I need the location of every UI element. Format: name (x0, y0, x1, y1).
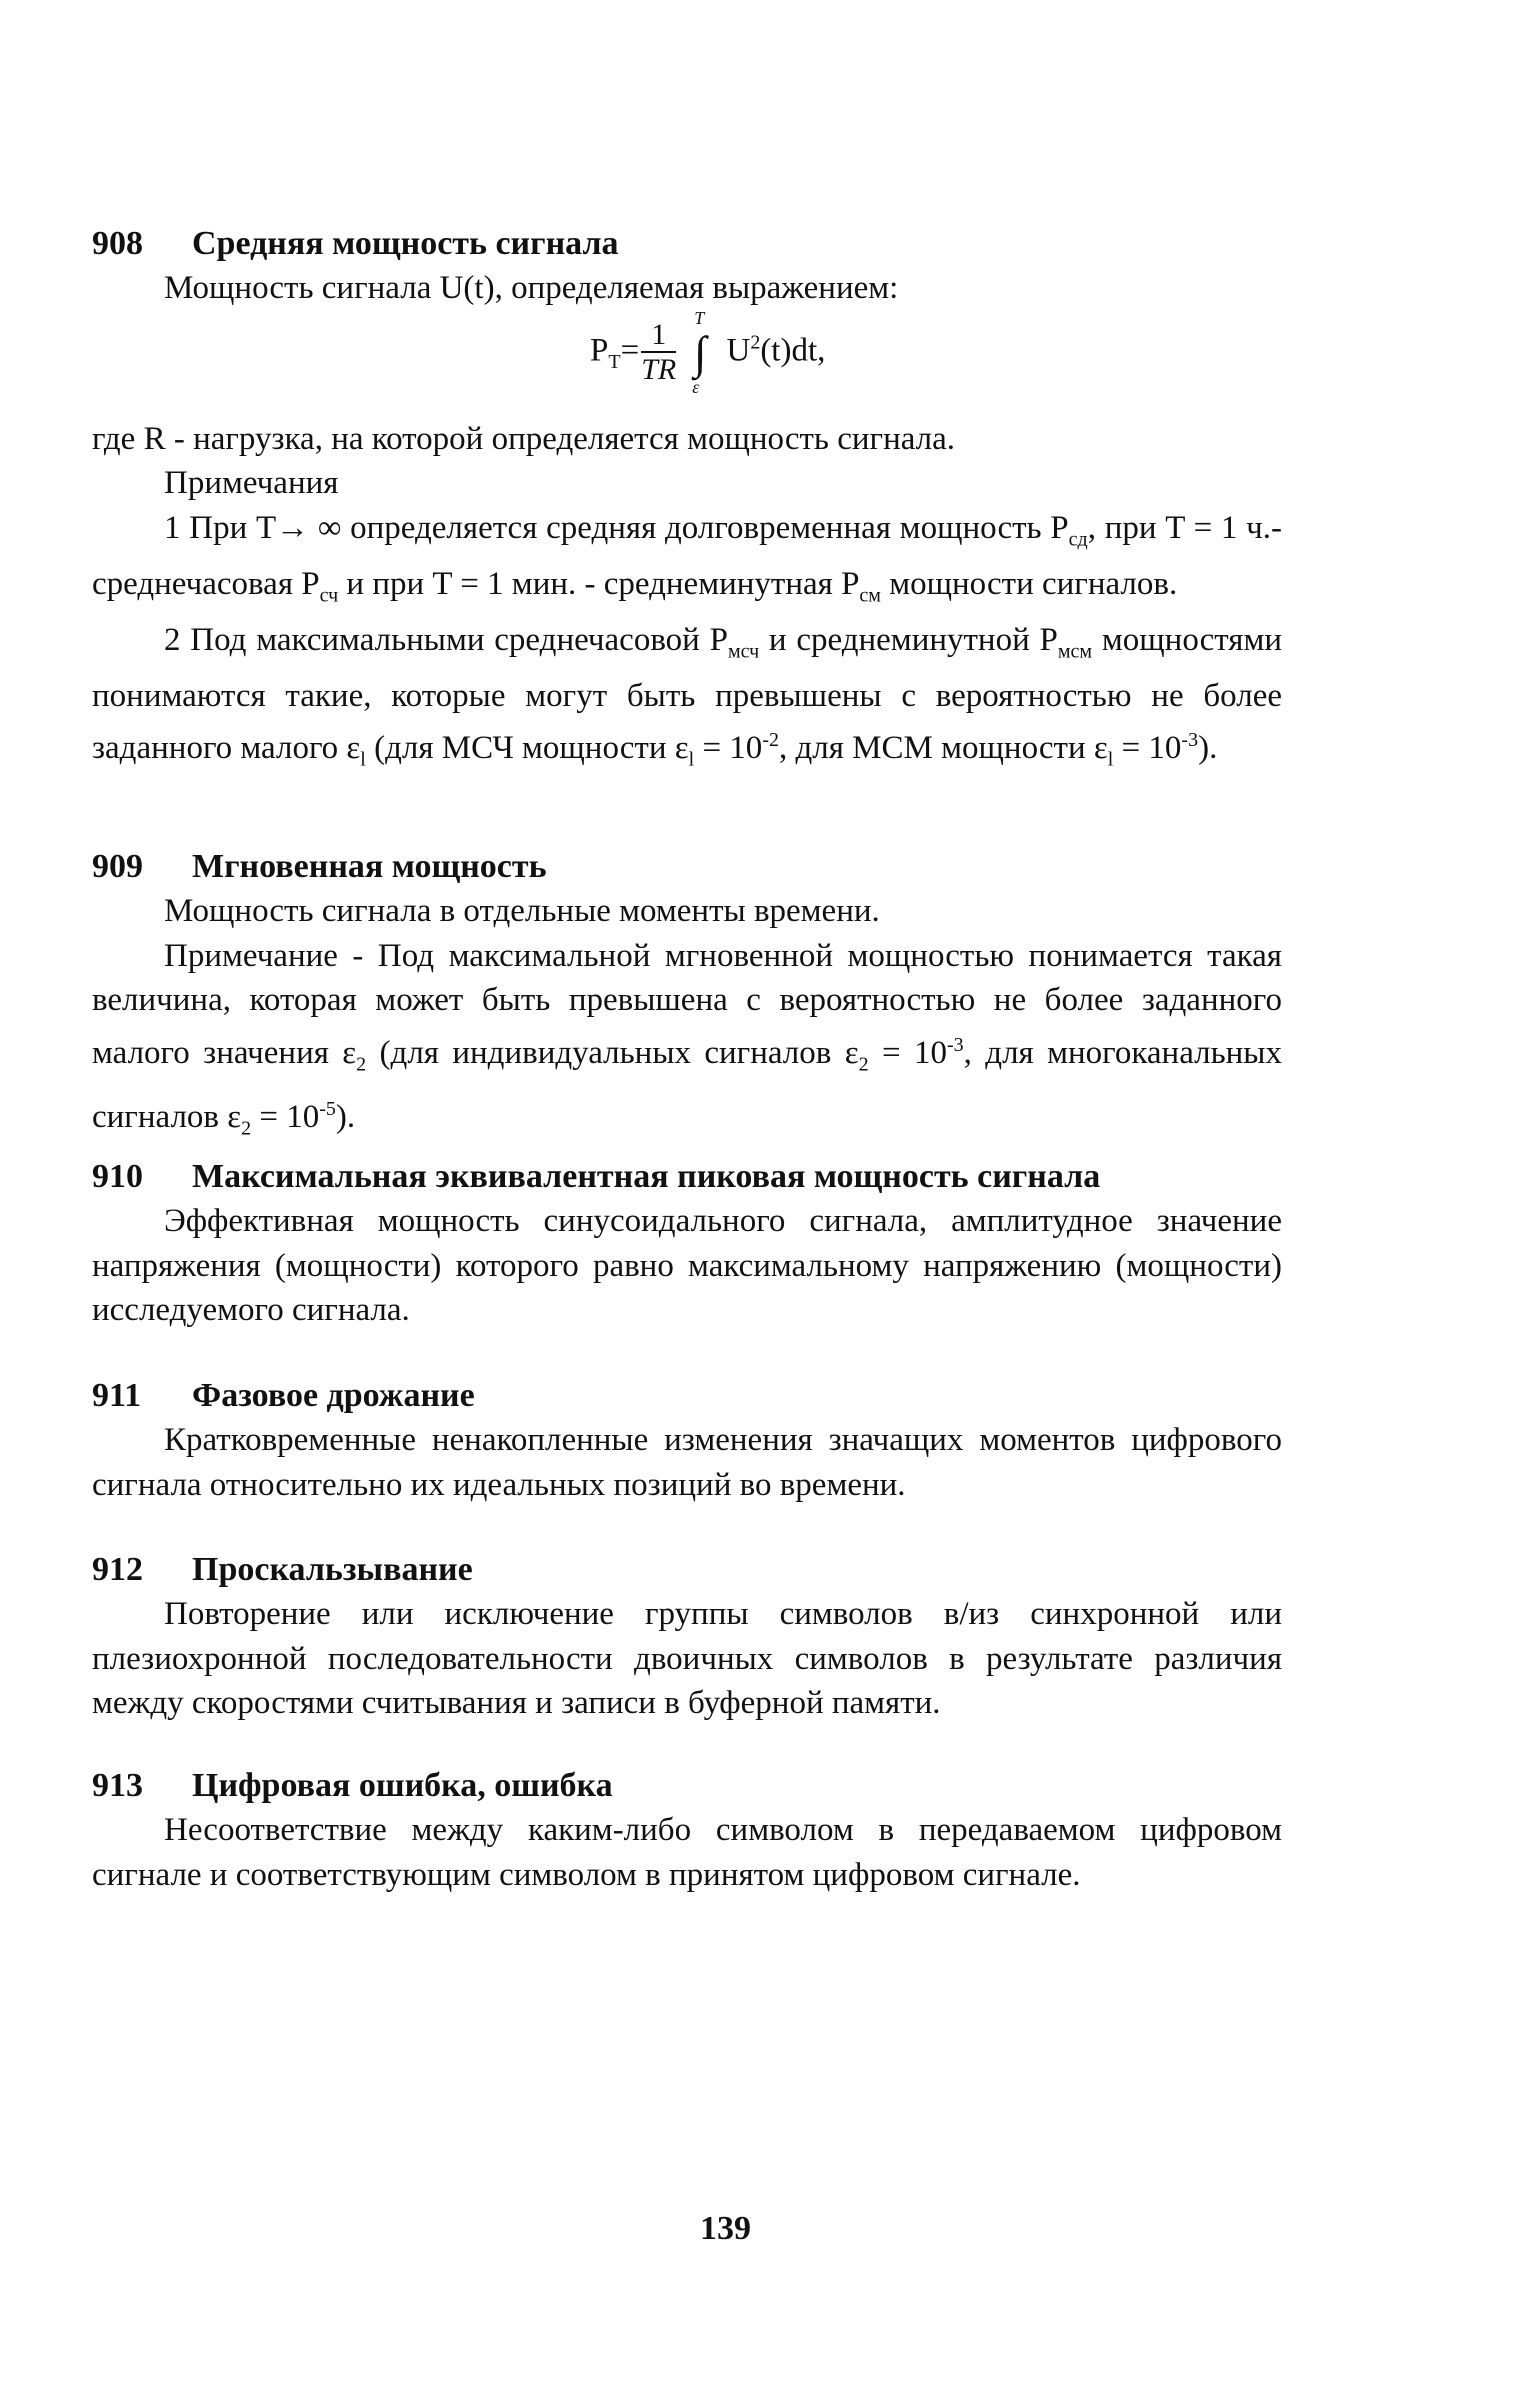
paragraph: Эффективная мощность синусоидального сигнала, амплитудное значение напряжения (мощности) которого равно максимальному напряжению (мощности) исследуемого сигнала. (92, 1203, 1282, 1328)
integral-lower-limit: ε (692, 376, 700, 397)
fraction-numerator: 1 (641, 319, 676, 353)
entry-908 (92, 222, 1282, 782)
entry-number: 908 (92, 225, 143, 262)
entry-heading (92, 1155, 1282, 1199)
formula-fraction (641, 319, 676, 387)
entry-title: Проскальзывание (192, 1551, 473, 1588)
entry-heading (92, 1548, 1282, 1592)
entry-heading (92, 1764, 1282, 1808)
fraction-denominator: TR (641, 352, 677, 386)
paragraph: Мощность сигнала в отдельные моменты времени. (164, 893, 880, 929)
entry-number: 912 (92, 1551, 143, 1588)
paragraph: Мощность сигнала U(t), определяемая выражением: (164, 270, 899, 306)
integrand-rest: (t)dt, (760, 332, 826, 369)
entry-912 (92, 1548, 1282, 1726)
entry-number: 913 (92, 1767, 143, 1804)
paragraph: Кратковременные ненакопленные изменения значащих моментов цифрового сигнала относительно их идеальных позиций во времени. (92, 1422, 1282, 1503)
page-number: 139 (700, 2210, 751, 2247)
paragraph: Повторение или исключение группы символов в/из синхронной или плезиохронной последовательности двоичных символов в результате различия между скоростями считывания и записи в буферной памяти. (92, 1596, 1282, 1721)
integrand: U (726, 332, 751, 369)
paragraph: Несоответствие между каким-либо символом в передаваемом цифровом сигнале и соответствующим символом в принятом цифровом сигнале. (92, 1812, 1282, 1893)
entry-title: Максимальная эквивалентная пиковая мощность сигнала (192, 1158, 1101, 1195)
entry-911 (92, 1374, 1282, 1507)
note-1: 1 При T→ ∞ определяется средняя долговременная мощность $P_{сд}$, при T = 1 ч.- среднечасовая $P_{сч}$ и при T = 1 мин. - среднеминутная $P_{см}$ мощности сигналов. (92, 509, 1282, 607)
entry-title: Фазовое дрожание (192, 1377, 475, 1414)
entry-title: Цифровая ошибка, ошибка (192, 1767, 613, 1804)
paragraph: где R - нагрузка, на которой определяется мощность сигнала. (92, 420, 956, 457)
integral-sign: T ∫ ε (692, 307, 707, 397)
formula-average-power (92, 307, 1282, 417)
integrand-power: 2 (750, 331, 761, 354)
entry-number: 909 (92, 848, 143, 885)
formula-eq: = (620, 332, 640, 369)
entry-910 (92, 1155, 1282, 1333)
note-2: 2 Под максимальными среднечасовой $P_{мсч}$ и среднеминутной $P_{мсм}$ мощностями понимаются такие, которые могут быть превышены с вероятностью не более заданного малого $\varepsilon_l$ (для МСЧ мощности $\varepsilon_l = 10^{-2}$, для МСМ мощности $\varepsilon_l = 10^{-3}$). (92, 621, 1282, 771)
entry-heading (92, 1374, 1282, 1418)
entry-title: Средняя мощность сигнала (192, 225, 619, 262)
entry-909 (92, 845, 1282, 1151)
formula-lhs-sub: T (608, 350, 621, 373)
entry-title: Мгновенная мощность (192, 848, 547, 885)
entry-913 (92, 1764, 1282, 1897)
entry-heading (92, 222, 1282, 266)
integral-upper-limit: T (694, 307, 705, 328)
formula-lhs: P (590, 332, 609, 369)
entry-number: 910 (92, 1158, 143, 1195)
note: Примечание - Под максимальной мгновенной мощностью понимается такая величина, которая может быть превышена с вероятностью не более заданного малого значения $\varepsilon_2$ (для индивидуальных сигналов $\varepsilon_2 = 10^{-3}$, для многоканальных сигналов $\varepsilon_2 = 10^{-5}$). (92, 937, 1282, 1140)
notes-label: Примечания (164, 465, 339, 501)
entry-heading (92, 845, 1282, 889)
entry-number: 911 (92, 1377, 142, 1414)
